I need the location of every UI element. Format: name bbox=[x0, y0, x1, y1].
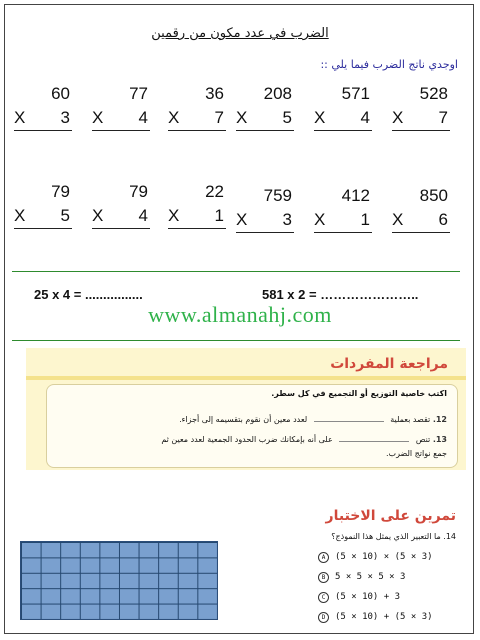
problem-10 bbox=[236, 186, 298, 236]
question-13 bbox=[161, 435, 447, 444]
multiplier: 6 bbox=[438, 210, 448, 229]
multiplier: 5 bbox=[60, 206, 70, 225]
question-tail: لعدد معين أن نقوم بتقسيمه إلى أجزاء. bbox=[179, 415, 308, 424]
watermark-text: www.almanahj.com bbox=[148, 302, 332, 327]
multiplier: 4 bbox=[138, 108, 148, 127]
multiplicand: 22 bbox=[205, 182, 224, 201]
multiplicand: 79 bbox=[51, 182, 70, 201]
answer-line bbox=[236, 232, 294, 233]
times-sign: X bbox=[314, 210, 326, 229]
answer-line bbox=[314, 232, 372, 233]
question-number: 13. bbox=[432, 435, 447, 444]
multiplicand: 60 bbox=[51, 84, 70, 103]
question-tail: على أنه بإمكانك ضرب الحدود الجمعية لعدد معين ثم bbox=[161, 435, 333, 444]
answer-line bbox=[168, 228, 226, 229]
option-d[interactable] bbox=[318, 612, 433, 623]
answer-line bbox=[168, 130, 226, 131]
multiplier: 4 bbox=[138, 206, 148, 225]
answer-blank[interactable] bbox=[339, 441, 409, 442]
vocab-instruction: اكتب خاصية التوزيع أو التجميع في كل سطر. bbox=[271, 389, 447, 398]
question-13-line2: جمع نواتج الضرب. bbox=[386, 449, 447, 458]
vocab-box bbox=[46, 384, 458, 468]
answer-line bbox=[14, 228, 72, 229]
times-sign: X bbox=[236, 210, 248, 229]
multiplicand: 759 bbox=[263, 186, 292, 205]
times-sign: X bbox=[14, 206, 26, 225]
option-text: (5 × 10) + 3 bbox=[335, 592, 401, 602]
vocab-heading: مراجعة المفردات bbox=[330, 356, 448, 372]
problem-3 bbox=[168, 84, 230, 134]
times-sign: X bbox=[92, 206, 104, 225]
answer-line bbox=[314, 130, 372, 131]
option-letter: C bbox=[318, 592, 329, 603]
header-stripe bbox=[26, 376, 466, 380]
multiplier: 4 bbox=[360, 108, 370, 127]
multiplicand: 77 bbox=[129, 84, 148, 103]
answer-blank[interactable] bbox=[314, 421, 384, 422]
times-sign: X bbox=[14, 108, 26, 127]
area-model-grid bbox=[20, 541, 218, 620]
question-number: 12. bbox=[432, 415, 447, 424]
multiplicand: 412 bbox=[341, 186, 370, 205]
answer-line bbox=[92, 130, 150, 131]
answer-line bbox=[392, 130, 450, 131]
multiplicand: 79 bbox=[129, 182, 148, 201]
option-letter: D bbox=[318, 612, 329, 623]
times-sign: X bbox=[236, 108, 248, 127]
section-divider bbox=[12, 271, 460, 272]
vocab-review-panel bbox=[26, 348, 466, 470]
answer-line bbox=[14, 130, 72, 131]
problem-8 bbox=[92, 182, 154, 232]
problem-11 bbox=[314, 186, 376, 236]
option-letter: A bbox=[318, 552, 329, 563]
option-letter: B bbox=[318, 572, 329, 583]
section-divider bbox=[12, 340, 460, 341]
multiplicand: 208 bbox=[263, 84, 292, 103]
multiplier: 3 bbox=[282, 210, 292, 229]
option-text: 5 × 5 × 5 × 3 bbox=[335, 572, 406, 582]
times-sign: X bbox=[168, 108, 180, 127]
option-c[interactable] bbox=[318, 592, 400, 603]
problem-7 bbox=[14, 182, 76, 232]
multiplicand: 528 bbox=[419, 84, 448, 103]
fill-in-right: 581 x 2 = ………………….. bbox=[262, 287, 419, 302]
multiplicand: 571 bbox=[341, 84, 370, 103]
problem-4 bbox=[236, 84, 298, 134]
question-12 bbox=[179, 415, 447, 424]
answer-line bbox=[236, 130, 294, 131]
test-question: 14. ما التعبير الذي يمثل هذا النموذج؟ bbox=[331, 532, 456, 541]
times-sign: X bbox=[92, 108, 104, 127]
question-text: تنص bbox=[415, 435, 431, 444]
answer-line bbox=[392, 232, 450, 233]
answer-line bbox=[92, 228, 150, 229]
worksheet-title: الضرب في عدد مكون من رقمين bbox=[151, 26, 329, 41]
multiplier: 7 bbox=[438, 108, 448, 127]
test-practice-heading: تمرين على الاختبار bbox=[325, 508, 456, 524]
multiplier: 1 bbox=[360, 210, 370, 229]
multiplicand: 850 bbox=[419, 186, 448, 205]
problem-12 bbox=[392, 186, 454, 236]
times-sign: X bbox=[168, 206, 180, 225]
times-sign: X bbox=[314, 108, 326, 127]
multiplier: 3 bbox=[60, 108, 70, 127]
times-sign: X bbox=[392, 210, 404, 229]
option-text: (5 × 10) × (5 × 3) bbox=[335, 552, 433, 562]
question-text: تقصد بعملية bbox=[390, 415, 431, 424]
multiplier: 7 bbox=[214, 108, 224, 127]
option-text: (5 × 10) + (5 × 3) bbox=[335, 612, 433, 622]
fill-in-left: 25 x 4 = ................ bbox=[34, 287, 143, 302]
problem-6 bbox=[392, 84, 454, 134]
instruction-text: اوجدي ناتج الضرب فيما يلي :: bbox=[320, 58, 458, 71]
times-sign: X bbox=[392, 108, 404, 127]
option-a[interactable] bbox=[318, 552, 433, 563]
problem-9 bbox=[168, 182, 230, 232]
multiplicand: 36 bbox=[205, 84, 224, 103]
multiplier: 1 bbox=[214, 206, 224, 225]
problem-2 bbox=[92, 84, 154, 134]
option-b[interactable] bbox=[318, 572, 405, 583]
problem-5 bbox=[314, 84, 376, 134]
problem-1 bbox=[14, 84, 76, 134]
multiplier: 5 bbox=[282, 108, 292, 127]
